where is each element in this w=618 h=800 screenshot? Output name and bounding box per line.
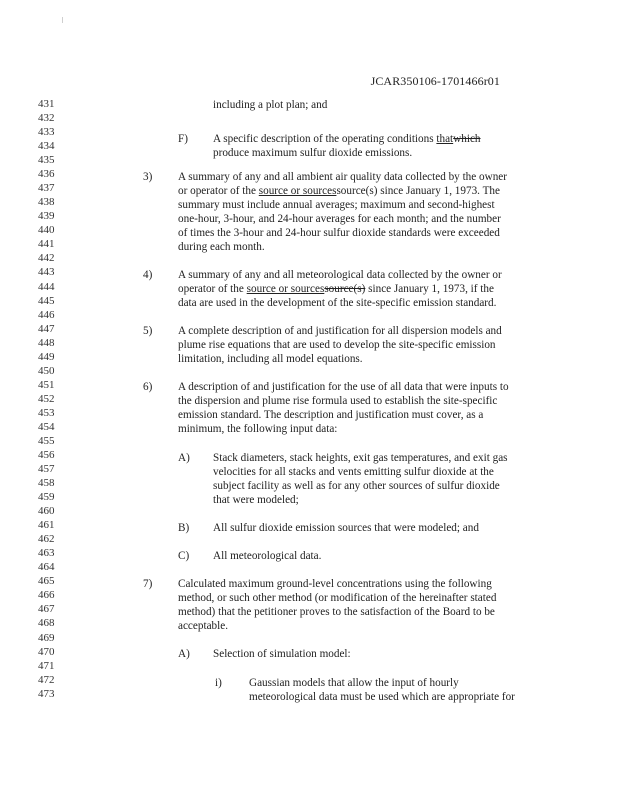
text-line-473: meteorological data must be used which are appropriate for: [249, 691, 515, 703]
line-number: 461: [38, 519, 55, 532]
line-number: 443: [38, 266, 55, 279]
line-number: 440: [38, 224, 55, 237]
text-line-461: All sulfur dioxide emission sources that were modeled; and: [213, 522, 479, 534]
deleted-text: which: [453, 133, 481, 145]
inserted-text: source or sources: [258, 185, 337, 197]
text-line-449: limitation, including all model equations.: [178, 353, 363, 365]
line-number: 471: [38, 659, 55, 672]
text-line-456: Stack diameters, stack heights, exit gas temperatures, and exit gas: [213, 452, 508, 464]
text-line-470: Selection of simulation model:: [213, 648, 351, 660]
line-number: 467: [38, 603, 55, 616]
text-line-434: produce maximum sulfur dioxide emissions.: [213, 147, 413, 159]
line-number: 453: [38, 406, 55, 419]
line-number: 466: [38, 589, 55, 602]
line-number: 451: [38, 378, 55, 391]
document-id: JCAR350106-1701466r01: [370, 74, 500, 88]
list-marker-4: 4): [143, 269, 153, 281]
line-number: 450: [38, 364, 55, 377]
line-number: 454: [38, 420, 55, 433]
text-line-439: one-hour, 3-hour, and 24-hour averages for each month; and the number: [178, 213, 501, 225]
line-number: 444: [38, 280, 55, 293]
line-number: 437: [38, 182, 55, 195]
line-number: 438: [38, 196, 55, 209]
line-number: 448: [38, 336, 55, 349]
text-line-437: or operator of the source or sourcessource(s) since January 1, 1973. The: [178, 185, 500, 197]
line-number: 455: [38, 434, 55, 447]
text-line-440: of times the 3-hour and 24-hour sulfur dioxide standards were exceeded: [178, 227, 500, 239]
list-marker-6: 6): [143, 381, 153, 393]
list-marker-5: 5): [143, 325, 153, 337]
text-line-441: during each month.: [178, 241, 265, 253]
list-marker-6a: A): [178, 452, 190, 464]
line-number: 468: [38, 617, 55, 630]
text-line-451: A description of and justification for the use of all data that were inputs to: [178, 381, 509, 393]
deleted-text: source(s): [324, 283, 366, 295]
list-marker-6c: C): [178, 550, 190, 562]
text-line-448: plume rise equations that are used to develop the site-specific emission: [178, 339, 496, 351]
line-number: 458: [38, 477, 55, 490]
line-number: 470: [38, 645, 55, 658]
text-line-445: data are used in the development of the site-specific emission standard.: [178, 297, 497, 309]
line-number: 435: [38, 154, 55, 167]
scan-mark: [62, 17, 63, 23]
text-line-447: A complete description of and justification for all dispersion models and: [178, 325, 502, 337]
line-number: 456: [38, 449, 55, 461]
text-line-458: subject facility as well as for any other sources of sulfur dioxide: [213, 480, 500, 492]
line-number: 464: [38, 561, 55, 574]
line-number: 433: [38, 126, 55, 139]
line-number: 457: [38, 463, 55, 476]
line-number: 446: [38, 308, 55, 321]
line-number: 465: [38, 575, 55, 588]
text-line-472: Gaussian models that allow the input of hourly: [249, 677, 459, 689]
line-number: 436: [38, 168, 55, 181]
line-number: 459: [38, 491, 55, 504]
line-number: 473: [38, 687, 55, 700]
list-marker-7ai: i): [215, 677, 222, 689]
list-marker-3: 3): [143, 171, 153, 183]
text-line-465: Calculated maximum ground-level concentrations using the following: [178, 578, 492, 590]
text-line-466: method, or such other method (or modification of the hereinafter stated: [178, 592, 497, 604]
text-line-468: acceptable.: [178, 620, 228, 632]
line-number: 442: [38, 252, 55, 265]
line-number: 460: [38, 505, 55, 518]
line-number: 445: [38, 294, 55, 307]
text-line-454: minimum, the following input data:: [178, 423, 338, 435]
line-number: 432: [38, 112, 55, 125]
text-line-433: A specific description of the operating conditions thatwhich: [213, 133, 481, 145]
line-number: 463: [38, 547, 55, 560]
text-line-436: A summary of any and all ambient air quality data collected by the owner: [178, 171, 507, 183]
text-line-453: emission standard. The description and justification must cover, as a: [178, 409, 484, 421]
text-line-452: the dispersion and plume rise formula used to establish the site-specific: [178, 395, 498, 407]
list-marker-6b: B): [178, 522, 190, 534]
line-number: 441: [38, 238, 55, 251]
line-number: 447: [38, 322, 55, 335]
text-line-443: A summary of any and all meteorological data collected by the owner or: [178, 269, 502, 281]
line-number: 462: [38, 533, 55, 546]
text-line-457: velocities for all stacks and vents emitting sulfur dioxide at the: [213, 466, 494, 478]
text-line-438: summary must include annual averages; maximum and second-highest: [178, 199, 495, 211]
list-marker-f: F): [178, 133, 188, 145]
text-line-444: operator of the source or sourcessource(s) since January 1, 1973, if the: [178, 283, 494, 295]
line-number: 449: [38, 350, 55, 363]
text-line-459: that were modeled;: [213, 494, 299, 506]
line-number: 469: [38, 631, 55, 644]
line-number: 439: [38, 210, 55, 223]
line-number: 434: [38, 140, 55, 153]
line-number: 452: [38, 392, 55, 405]
line-number: 472: [38, 673, 55, 686]
line-number: 431: [38, 98, 55, 110]
text-line-431: including a plot plan; and: [213, 99, 328, 111]
inserted-text: that: [436, 133, 454, 145]
text-line-463: All meteorological data.: [213, 550, 322, 562]
list-marker-7: 7): [143, 578, 153, 590]
inserted-text: source or sources: [246, 283, 325, 295]
list-marker-7a: A): [178, 648, 190, 660]
text-line-467: method) that the petitioner proves to the satisfaction of the Board to be: [178, 606, 495, 618]
